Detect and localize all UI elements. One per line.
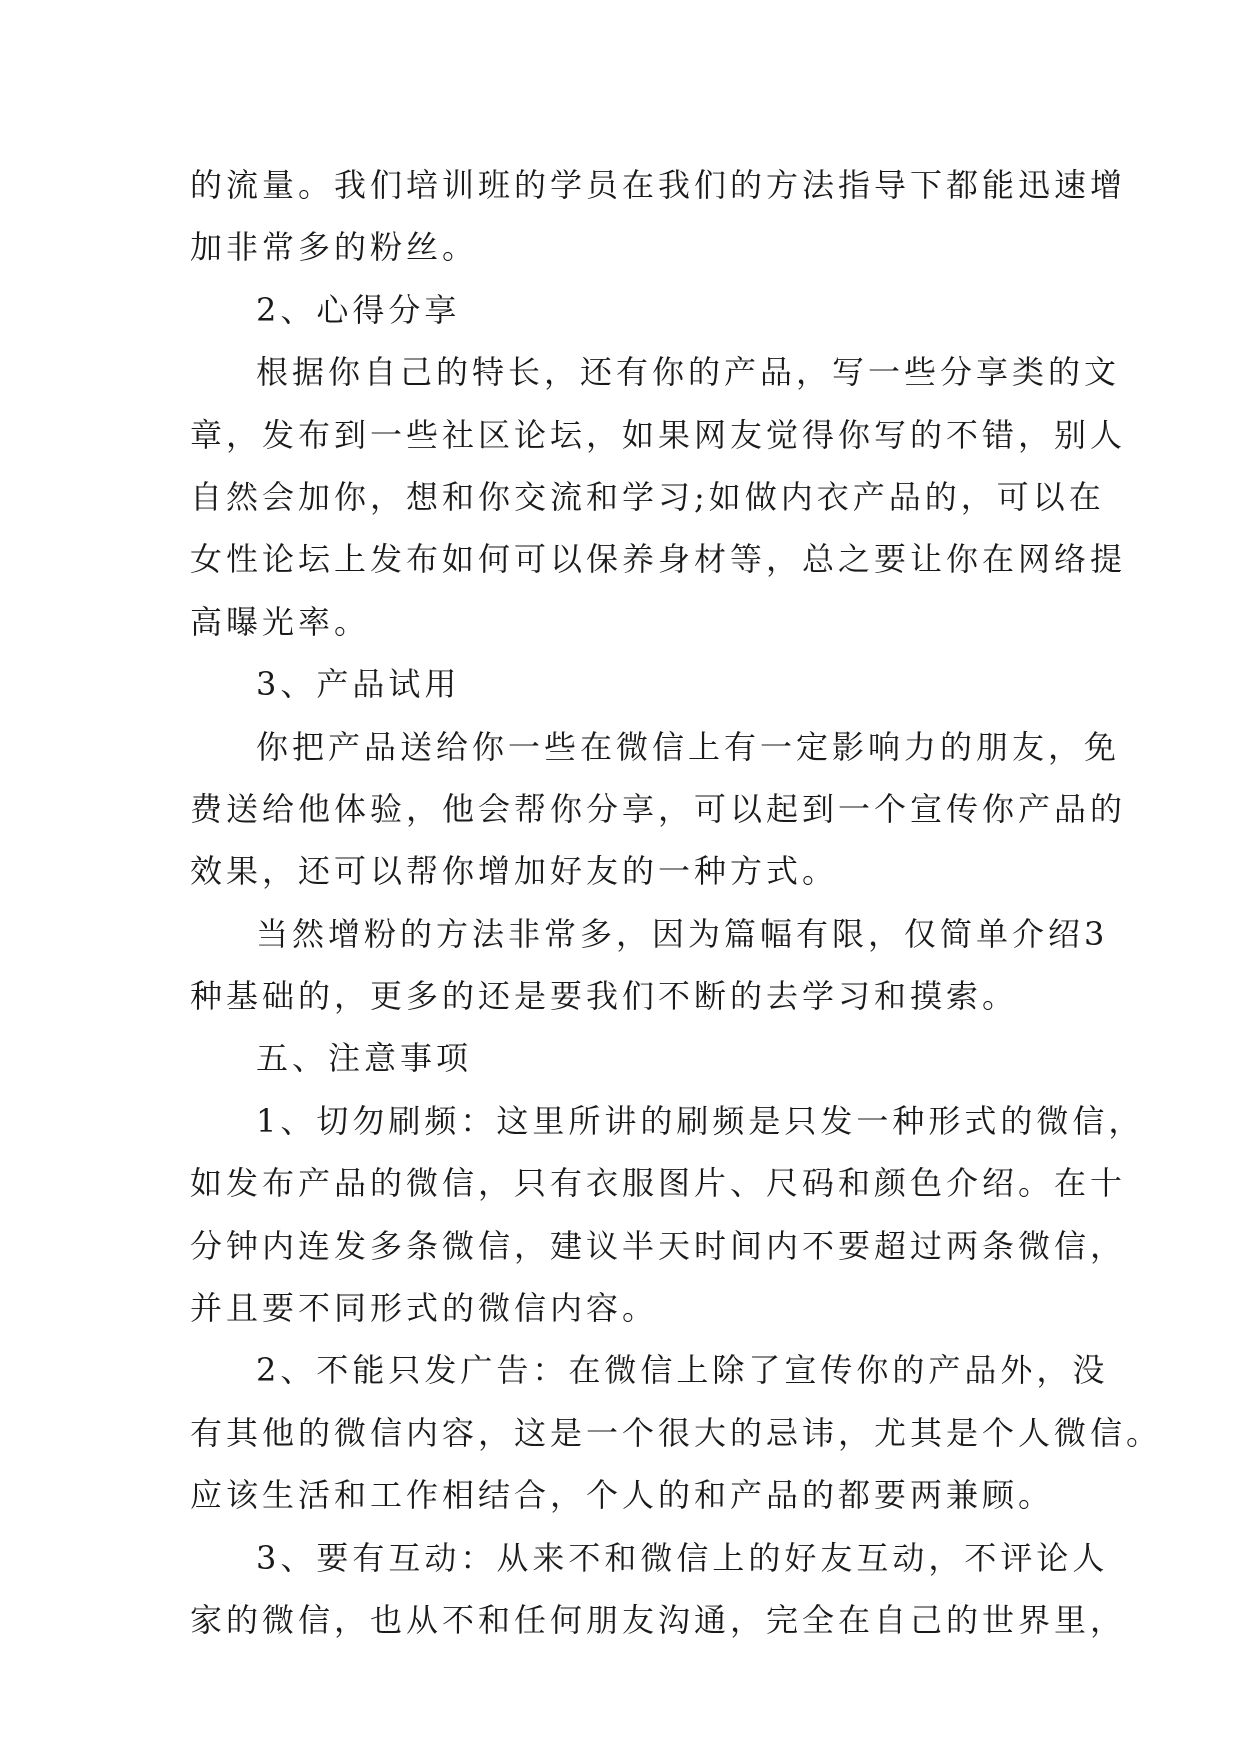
section-heading: 2、心得分享 — [256, 290, 461, 329]
text-line: 分钟内连发多条微信，建议半天时间内不要超过两条微信， — [190, 1226, 1127, 1265]
text-line: 高曝光率。 — [190, 602, 371, 641]
paragraph-start: 你把产品送给你一些在微信上有一定影响力的朋友，免 — [256, 727, 1121, 766]
paragraph-start: 2、不能只发广告：在微信上除了宣传你的产品外，没 — [256, 1351, 1109, 1390]
text-line: 的流量。我们培训班的学员在我们的方法指导下都能迅速增 — [190, 166, 1127, 204]
text-line: 家的微信，也从不和任何朋友沟通，完全在自己的世界里， — [190, 1600, 1127, 1639]
text-line: 并且要不同形式的微信内容。 — [190, 1289, 659, 1328]
text-line: 章，发布到一些社区论坛，如果网友觉得你写的不错，别人 — [190, 415, 1127, 454]
paragraph-start: 1、切勿刷频：这里所讲的刷频是只发一种形式的微信， — [256, 1101, 1145, 1140]
text-line: 如发布产品的微信，只有衣服图片、尺码和颜色介绍。在十 — [190, 1164, 1127, 1203]
text-line: 女性论坛上发布如何可以保养身材等，总之要让你在网络提 — [190, 540, 1127, 579]
section-heading: 五、注意事项 — [256, 1039, 473, 1078]
body-text — [190, 154, 1163, 1651]
text-line: 费送给他体验，他会帮你分享，可以起到一个宣传你产品的 — [190, 789, 1127, 828]
text-line: 种基础的，更多的还是要我们不断的去学习和摸索。 — [190, 977, 1019, 1016]
text-line: 应该生活和工作相结合，个人的和产品的都要两兼顾。 — [190, 1476, 1055, 1515]
text-line: 自然会加你，想和你交流和学习;如做内衣产品的，可以在 — [190, 477, 1105, 516]
paragraph-start: 当然增粉的方法非常多，因为篇幅有限，仅简单介绍3 — [256, 914, 1109, 953]
text-line: 有其他的微信内容，这是一个很大的忌讳，尤其是个人微信。 — [190, 1413, 1163, 1452]
paragraph-start: 3、要有互动：从来不和微信上的好友互动，不评论人 — [256, 1538, 1109, 1577]
section-heading: 3、产品试用 — [256, 665, 461, 704]
paragraph-start: 根据你自己的特长，还有你的产品，写一些分享类的文 — [256, 353, 1121, 392]
text-line: 加非常多的粉丝。 — [190, 228, 479, 267]
text-line: 效果，还可以帮你增加好友的一种方式。 — [190, 852, 839, 891]
